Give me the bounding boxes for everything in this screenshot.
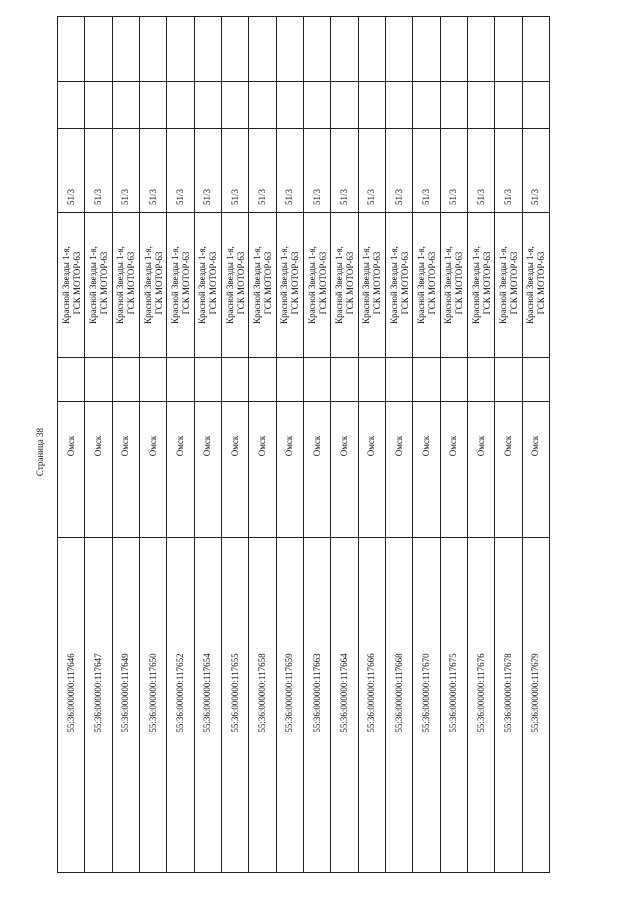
cell-address-line2: ГСК МОТОР-63 [345, 251, 355, 315]
table-v-line [522, 16, 523, 873]
cell-address-line2: ГСК МОТОР-63 [71, 251, 82, 315]
cell-house-number: 51/3 [503, 188, 513, 206]
cell-city: Омск [147, 435, 158, 457]
table-v-line [139, 16, 140, 873]
cell-cadastral-number: 55:36:000000:117679 [530, 653, 541, 733]
cell-address-line2: ГСК МОТОР-63 [126, 251, 137, 315]
cell-city: Омск [202, 435, 213, 457]
cell-house-number: 51/3 [120, 188, 131, 206]
cell-address-line1: Красной Звезды 1-я, [60, 246, 71, 324]
cell-cadastral-number: 55:36:000000:117663 [311, 653, 322, 733]
table-v-line [194, 16, 195, 873]
cell-address-line2: ГСК МОТОР-63 [181, 251, 191, 315]
cell-address-line1: Красной Звезды 1-я, [306, 246, 317, 324]
cell-address-line2: ГСК МОТОР-63 [208, 251, 219, 315]
table-v-line [330, 16, 331, 873]
cell-house-number: 51/3 [393, 188, 404, 206]
cell-address-line2: ГСК МОТОР-63 [509, 251, 519, 315]
cell-cadastral-number: 55:36:000000:117659 [284, 653, 295, 733]
cell-house-number: 51/3 [93, 188, 103, 206]
cell-city: Омск [120, 435, 131, 457]
cell-city: Омск [257, 435, 267, 457]
cell-city: Омск [421, 435, 431, 457]
cell-address-line1: Красной Звезды 1-я, [115, 246, 126, 324]
cell-house-number: 51/3 [147, 188, 158, 206]
table-v-line [112, 16, 113, 873]
cell-city: Омск [339, 435, 349, 457]
cell-cadastral-number: 55:36:000000:117646 [65, 653, 76, 733]
cell-city: Омск [448, 435, 459, 457]
table-v-line [303, 16, 304, 873]
table-v-line [221, 16, 222, 873]
cell-house-number: 51/3 [257, 188, 267, 206]
cell-house-number: 51/3 [175, 188, 185, 206]
page-number: Страница 38 [35, 427, 45, 477]
cell-house-number: 51/3 [366, 188, 377, 206]
cell-cadastral-number: 55:36:000000:117668 [393, 653, 404, 733]
cell-house-number: 51/3 [530, 188, 541, 206]
cell-address-line2: ГСК МОТОР-63 [263, 251, 273, 315]
cell-city: Омск [284, 435, 295, 457]
table-v-line [494, 16, 495, 873]
cell-address-line1: Красной Звезды 1-я, [334, 246, 345, 324]
cell-address-line2: ГСК МОТОР-63 [235, 251, 246, 315]
cell-house-number: 51/3 [421, 188, 431, 206]
cell-city: Омск [393, 435, 404, 457]
cell-address-line1: Красной Звезды 1-я, [224, 246, 235, 324]
cell-address-line1: Красной Звезды 1-я, [416, 246, 427, 324]
cell-cadastral-number: 55:36:000000:117676 [475, 653, 486, 733]
cell-house-number: 51/3 [202, 188, 213, 206]
cell-house-number: 51/3 [448, 188, 459, 206]
cell-address-line2: ГСК МОТОР-63 [99, 251, 109, 315]
cell-city: Омск [366, 435, 377, 457]
cell-address-line1: Красной Звезды 1-я, [170, 246, 181, 324]
cell-address-line2: ГСК МОТОР-63 [481, 251, 492, 315]
table-v-line [276, 16, 277, 873]
cell-city: Омск [311, 435, 322, 457]
cell-address-line1: Красной Звезды 1-я, [470, 246, 481, 324]
cell-house-number: 51/3 [475, 188, 486, 206]
cell-cadastral-number: 55:36:000000:117666 [366, 653, 377, 733]
cell-address-line1: Красной Звезды 1-я, [279, 246, 290, 324]
table-v-line [440, 16, 441, 873]
cell-address-line2: ГСК МОТОР-63 [317, 251, 328, 315]
cell-address-line2: ГСК МОТОР-63 [427, 251, 437, 315]
table-v-line [84, 16, 85, 873]
cell-address-line1: Красной Звезды 1-я, [498, 246, 509, 324]
cell-city: Омск [475, 435, 486, 457]
cell-cadastral-number: 55:36:000000:117670 [421, 653, 431, 733]
table-v-line [412, 16, 413, 873]
cell-house-number: 51/3 [284, 188, 295, 206]
cell-address-line2: ГСК МОТОР-63 [372, 251, 383, 315]
cell-house-number: 51/3 [311, 188, 322, 206]
cell-cadastral-number: 55:36:000000:117678 [503, 653, 513, 733]
cell-city: Омск [229, 435, 240, 457]
cell-cadastral-number: 55:36:000000:117649 [120, 653, 131, 733]
cell-cadastral-number: 55:36:000000:117664 [339, 653, 349, 733]
cell-city: Омск [503, 435, 513, 457]
cell-address-line1: Красной Звезды 1-я, [88, 246, 99, 324]
cell-cadastral-number: 55:36:000000:117654 [202, 653, 213, 733]
cell-cadastral-number: 55:36:000000:117650 [147, 653, 158, 733]
cell-address-line2: ГСК МОТОР-63 [454, 251, 465, 315]
cell-address-line1: Красной Звезды 1-я, [197, 246, 208, 324]
cell-city: Омск [530, 435, 541, 457]
table-v-line [248, 16, 249, 873]
table-v-line [166, 16, 167, 873]
cell-city: Омск [65, 435, 76, 457]
cell-city: Омск [175, 435, 185, 457]
cell-house-number: 51/3 [339, 188, 349, 206]
cell-house-number: 51/3 [229, 188, 240, 206]
cell-address-line1: Красной Звезды 1-я, [142, 246, 153, 324]
cell-address-line2: ГСК МОТОР-63 [290, 251, 301, 315]
cell-house-number: 51/3 [65, 188, 76, 206]
cell-address-line1: Красной Звезды 1-я, [525, 246, 536, 324]
cell-cadastral-number: 55:36:000000:117647 [93, 653, 103, 733]
cell-cadastral-number: 55:36:000000:117655 [229, 653, 240, 733]
cell-city: Омск [93, 435, 103, 457]
table-v-line [57, 16, 58, 873]
cell-address-line1: Красной Звезды 1-я, [388, 246, 399, 324]
cell-cadastral-number: 55:36:000000:117652 [175, 653, 185, 733]
cell-cadastral-number: 55:36:000000:117675 [448, 653, 459, 733]
cell-address-line1: Красной Звезды 1-я, [361, 246, 372, 324]
table-v-line [385, 16, 386, 873]
cell-address-line2: ГСК МОТОР-63 [536, 251, 547, 315]
table-v-line [358, 16, 359, 873]
table-v-line [467, 16, 468, 873]
cell-cadastral-number: 55:36:000000:117658 [257, 653, 267, 733]
cell-address-line2: ГСК МОТОР-63 [153, 251, 164, 315]
cell-address-line1: Красной Звезды 1-я, [252, 246, 263, 324]
cell-address-line2: ГСК МОТОР-63 [399, 251, 410, 315]
cell-address-line1: Красной Звезды 1-я, [443, 246, 454, 324]
table-v-line [549, 16, 550, 873]
